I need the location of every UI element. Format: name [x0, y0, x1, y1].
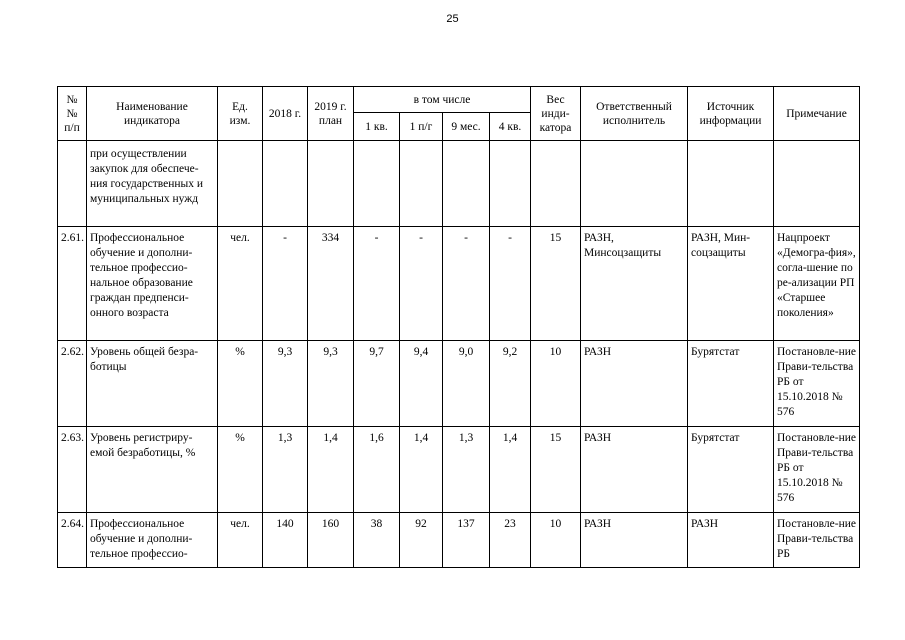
cell-name: Уровень регистриру-емой безработицы, %	[87, 427, 218, 513]
cell-2019	[308, 141, 354, 227]
indicators-table	[57, 86, 860, 568]
table-row	[58, 341, 860, 427]
cell-unit: %	[218, 341, 263, 427]
table-row	[58, 513, 860, 568]
cell-weight	[531, 141, 581, 227]
table-row	[58, 427, 860, 513]
col-header-q1: 1 кв.	[354, 113, 400, 141]
col-header-h1: 1 п/г	[400, 113, 443, 141]
cell-name: при осуществлении закупок для обеспече-ния государственных и муниципальных нужд	[87, 141, 218, 227]
cell-q4: 1,4	[490, 427, 531, 513]
cell-note	[774, 141, 860, 227]
cell-q4: 23	[490, 513, 531, 568]
cell-num	[58, 141, 87, 227]
cell-q1: 38	[354, 513, 400, 568]
cell-note: Постановле-ние Прави-тельства РБ	[774, 513, 860, 568]
col-header-note: Примечание	[774, 87, 860, 141]
cell-num: 2.62.	[58, 341, 87, 427]
cell-source	[688, 141, 774, 227]
page-number: 25	[446, 13, 459, 25]
col-header-source: Источник информации	[688, 87, 774, 141]
col-header-unit: Ед. изм.	[218, 87, 263, 141]
cell-num: 2.63.	[58, 427, 87, 513]
cell-num: 2.64.	[58, 513, 87, 568]
table-row	[58, 141, 860, 227]
cell-responsible: РАЗН, Минсоцзащиты	[581, 227, 688, 341]
cell-unit: чел.	[218, 513, 263, 568]
col-header-name: Наименование индикатора	[87, 87, 218, 141]
col-header-2018: 2018 г.	[263, 87, 308, 141]
cell-weight: 10	[531, 341, 581, 427]
cell-name: Уровень общей безра-ботицы	[87, 341, 218, 427]
cell-h1: 92	[400, 513, 443, 568]
cell-h1: -	[400, 227, 443, 341]
col-header-2019: 2019 г. план	[308, 87, 354, 141]
cell-2019: 9,3	[308, 341, 354, 427]
col-header-q4: 4 кв.	[490, 113, 531, 141]
cell-name: Профессиональное обучение и дополни-тельное профессио-нальное образование граждан предпенси-онного возраста	[87, 227, 218, 341]
cell-weight: 10	[531, 513, 581, 568]
cell-2018: 1,3	[263, 427, 308, 513]
cell-2019: 160	[308, 513, 354, 568]
cell-2019: 1,4	[308, 427, 354, 513]
cell-h1: 9,4	[400, 341, 443, 427]
cell-num: 2.61.	[58, 227, 87, 341]
cell-9m: 1,3	[443, 427, 490, 513]
cell-source: Бурятстат	[688, 427, 774, 513]
cell-name: Профессиональное обучение и дополни-тельное профессио-	[87, 513, 218, 568]
cell-responsible	[581, 141, 688, 227]
table-row	[58, 227, 860, 341]
cell-q1: 9,7	[354, 341, 400, 427]
cell-q4: 9,2	[490, 341, 531, 427]
cell-weight: 15	[531, 427, 581, 513]
cell-2018	[263, 141, 308, 227]
cell-2019: 334	[308, 227, 354, 341]
cell-2018: 9,3	[263, 341, 308, 427]
col-header-num: № № п/п	[58, 87, 87, 141]
cell-responsible: РАЗН	[581, 513, 688, 568]
cell-9m: 9,0	[443, 341, 490, 427]
cell-q4: -	[490, 227, 531, 341]
cell-unit: чел.	[218, 227, 263, 341]
cell-q1: -	[354, 227, 400, 341]
cell-source: Бурятстат	[688, 341, 774, 427]
col-header-responsible: Ответственный исполнитель	[581, 87, 688, 141]
col-header-including: в том числе	[354, 87, 531, 113]
cell-note: Постановле-ние Прави-тельства РБ от 15.10.2018 № 576	[774, 427, 860, 513]
cell-responsible: РАЗН	[581, 341, 688, 427]
cell-q1	[354, 141, 400, 227]
cell-2018: -	[263, 227, 308, 341]
cell-source: РАЗН	[688, 513, 774, 568]
cell-note: Нацпроект «Демогра-фия», согла-шение по ре-ализации РП «Старшее поколения»	[774, 227, 860, 341]
cell-responsible: РАЗН	[581, 427, 688, 513]
cell-h1: 1,4	[400, 427, 443, 513]
cell-9m: 137	[443, 513, 490, 568]
cell-q4	[490, 141, 531, 227]
cell-9m	[443, 141, 490, 227]
cell-h1	[400, 141, 443, 227]
cell-9m: -	[443, 227, 490, 341]
cell-weight: 15	[531, 227, 581, 341]
cell-unit	[218, 141, 263, 227]
cell-note: Постановле-ние Прави-тельства РБ от 15.10.2018 № 576	[774, 341, 860, 427]
col-header-9m: 9 мес.	[443, 113, 490, 141]
cell-source: РАЗН, Мин-соцзащиты	[688, 227, 774, 341]
cell-unit: %	[218, 427, 263, 513]
cell-q1: 1,6	[354, 427, 400, 513]
cell-2018: 140	[263, 513, 308, 568]
col-header-weight: Вес инди-катора	[531, 87, 581, 141]
